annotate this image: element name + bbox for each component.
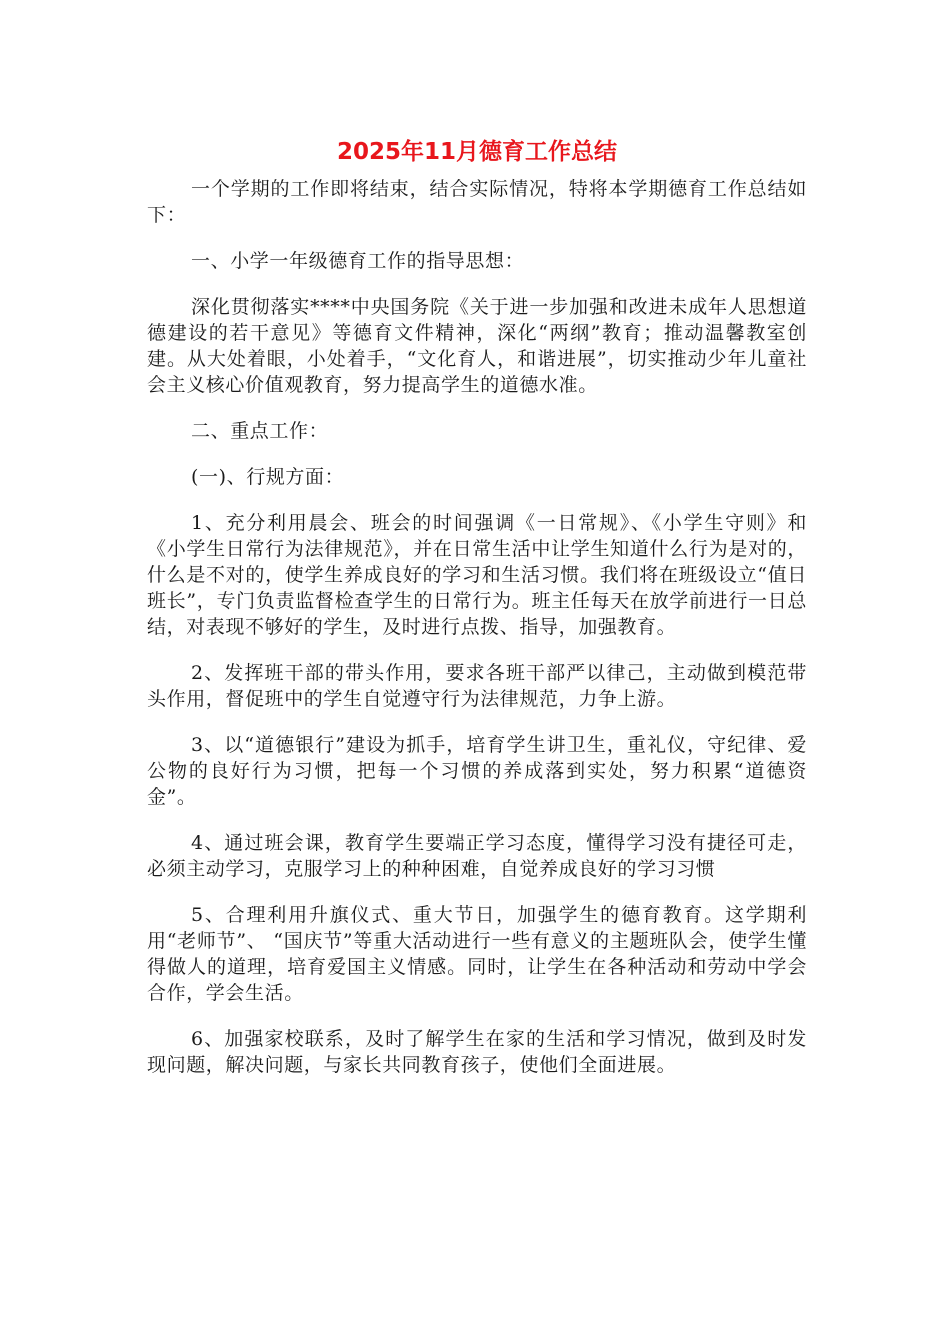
list-item-2: 2、发挥班干部的带头作用，要求各班干部严以律己，主动做到模范带头作用，督促班中的学生自觉遵守行为法律规范，力争上游。 (147, 662, 807, 710)
heading-guiding-thought: 一、小学一年级德育工作的指导思想： (191, 250, 525, 272)
document-body (147, 176, 807, 1098)
list-item-5: 5、合理利用升旗仪式、重大节日，加强学生的德育教育。这学期利用“老师节”、 “国庆节”等重大活动进行一些有意义的主题班队会，使学生懂得做人的道理，培育爱国主义情感。同时，让学生在各种活动和劳动中学会合作，学会生活。 (147, 904, 807, 1004)
paragraph-guiding-thought: 深化贯彻落实****中央国务院《关于进一步加强和改进未成年人思想道德建设的若干意见》等德育文件精神，深化“两纲”教育；推动温馨教室创建。从大处着眼，小处着手，“文化育人，和谐进展”，切实推动少年儿童社会主义核心价值观教育，努力提高学生的道德水准。 (147, 296, 807, 396)
list-item-4: 4、通过班会课，教育学生要端正学习态度，懂得学习没有捷径可走，必须主动学习，克服学习上的种种困难，自觉养成良好的学习习惯 (147, 832, 807, 880)
list-item-1: 1、充分利用晨会、班会的时间强调《一日常规》、《小学生守则》和《小学生日常行为法律规范》，并在日常生活中让学生知道什么行为是对的，什么是不对的，使学生养成良好的学习和生活习惯。我们将在班级设立“值日班长”，专门负责监督检查学生的日常行为。班主任每天在放学前进行一日总结，对表现不够好的学生，及时进行点拨、指导，加强教育。 (147, 512, 807, 638)
paragraph-intro: 一个学期的工作即将结束，结合实际情况，特将本学期德育工作总结如下： (147, 178, 807, 226)
list-item-6: 6、加强家校联系，及时了解学生在家的生活和学习情况，做到及时发现问题，解决问题，与家长共同教育孩子，使他们全面进展。 (147, 1028, 807, 1076)
list-item-3: 3、以“道德银行”建设为抓手，培育学生讲卫生，重礼仪，守纪律、爱公物的良好行为习惯，把每一个习惯的养成落到实处，努力积累“道德资金”。 (147, 734, 807, 808)
document-title: 2025年11月德育工作总结 (336, 139, 618, 165)
subheading-conduct: (一)、行规方面： (191, 466, 345, 488)
heading-key-work: 二、重点工作： (191, 420, 329, 442)
